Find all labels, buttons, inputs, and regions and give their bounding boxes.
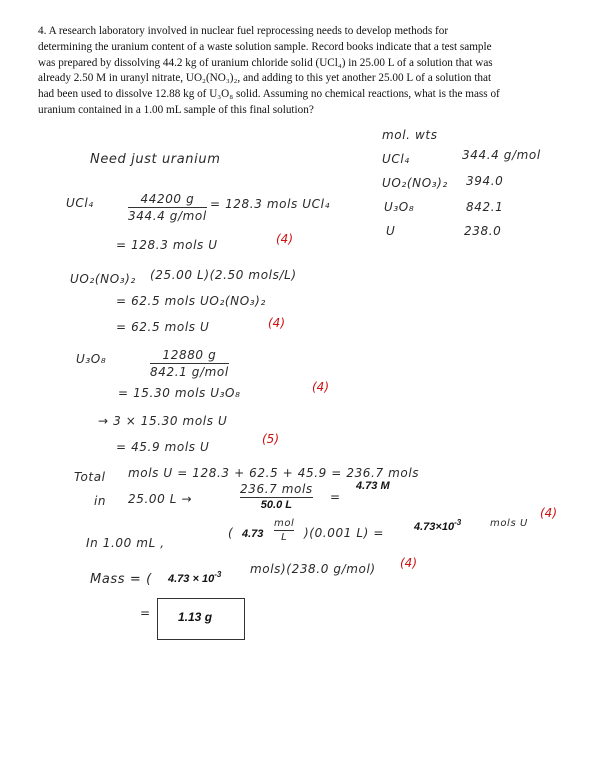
mol-wt-value: 842.1: [466, 200, 504, 214]
mass-exp: -3: [214, 570, 222, 579]
u3o8-den: 842.1 g/mol: [150, 365, 229, 379]
fraction-bar: [150, 363, 229, 364]
problem-line: uranium contained in a 1.00 mL sample of this final solution?: [38, 103, 314, 116]
total-label: Total: [74, 470, 106, 484]
final-answer: 1.13 g: [178, 610, 213, 624]
ml-unit-num: mol: [274, 518, 295, 529]
ml-calc-open: (: [228, 526, 234, 540]
conc-fraction: [240, 482, 313, 511]
u3o8-u: = 45.9 mols U: [116, 440, 210, 454]
conc-equals: =: [330, 490, 341, 504]
ucl-result: = 128.3 mols UCl₄: [210, 197, 330, 211]
mass-base: 4.73 × 10: [168, 573, 215, 585]
conc-value: 4.73 M: [356, 480, 390, 492]
problem-line: determining the uranium content of a waste solution sample. Record books indicate that a test sample: [38, 40, 492, 53]
ml-result-base: 4.73×10: [414, 521, 455, 533]
uo2-u: = 62.5 mols U: [116, 320, 210, 334]
u3o8-points: (4): [312, 380, 329, 394]
fraction-bar: [240, 497, 313, 498]
mol-wt-value: 238.0: [464, 224, 502, 238]
conc-num: 236.7 mols: [240, 482, 313, 496]
mass-mid: mols)(238.0 g/mol): [250, 562, 376, 576]
ucl-label: UCl₄: [66, 196, 94, 210]
answer-box: [157, 598, 245, 640]
ucl-u: = 128.3 mols U: [116, 238, 218, 252]
mol-wt-value: 394.0: [466, 174, 504, 188]
ucl-points: (4): [276, 232, 293, 246]
mol-wt-formula: U₃O₈: [384, 200, 415, 214]
ml-result-exp: -3: [454, 518, 462, 527]
ml-calc-result: [414, 518, 461, 533]
total-calc: mols U = 128.3 + 62.5 + 45.9 = 236.7 mols: [128, 466, 420, 480]
ml-calc-a: 4.73: [242, 528, 264, 540]
u3o8-u-points: (5): [262, 432, 279, 446]
in-label: in: [94, 494, 107, 508]
ml-unit-fraction: [274, 518, 294, 543]
ucl-fraction: [128, 192, 207, 223]
uo2-points: (4): [268, 316, 285, 330]
fraction-bar: [274, 530, 294, 531]
uo2-label: UO₂(NO₃)₂: [70, 272, 136, 286]
ucl-num: 44200 g: [140, 192, 195, 206]
answer-equals: =: [140, 606, 151, 620]
mass-points: (4): [400, 556, 417, 570]
u3o8-num: 12880 g: [162, 348, 217, 362]
ml-points: (4): [540, 506, 557, 520]
mol-wt-value: 344.4 g/mol: [462, 148, 541, 162]
problem-line: had been used to dissolve 12.88 kg of U₃O₈ solid. Assuming no chemical reactions, what is the mass of: [38, 88, 500, 101]
u3o8-fraction: [150, 348, 229, 379]
in-volume: 25.00 L →: [128, 492, 193, 506]
ml-calc-unit: mols U: [490, 518, 528, 529]
problem-line: 4. A research laboratory involved in nuclear fuel reprocessing needs to develop methods for: [38, 25, 449, 37]
in-ml-label: In 1.00 mL ,: [86, 536, 165, 550]
ucl-den: 344.4 g/mol: [128, 209, 207, 223]
ml-calc-b: )(0.001 L) =: [304, 526, 384, 540]
fraction-bar: [128, 207, 207, 208]
conc-den: 50.0 L: [260, 499, 292, 511]
mol-wt-formula: U: [386, 224, 396, 238]
mol-wts-header: mol. wts: [382, 128, 438, 142]
problem-line: already 2.50 M in uranyl nitrate, UO₂(NO₃)₂, and adding to this yet another 25.00 L of a solution that: [38, 72, 492, 85]
u3o8-label: U₃O₈: [76, 352, 107, 366]
problem-line: was prepared by dissolving 44.2 kg of uranium chloride solid (UCl₄) in 25.00 L of a solution that was: [38, 56, 493, 69]
uo2-calc: (25.00 L)(2.50 mols/L): [150, 268, 297, 282]
ml-unit-den: L: [281, 532, 288, 543]
problem-statement: [38, 24, 568, 119]
need-heading: Need just uranium: [90, 152, 221, 167]
mol-wt-formula: UO₂(NO₃)₂: [382, 176, 448, 190]
uo2-result: = 62.5 mols UO₂(NO₃)₂: [116, 294, 266, 308]
mol-wt-formula: UCl₄: [382, 152, 410, 166]
mass-label: Mass = (: [90, 572, 152, 587]
u3o8-result: = 15.30 mols U₃O₈: [118, 386, 241, 400]
mass-value: [168, 570, 221, 585]
u3o8-mult: → 3 × 15.30 mols U: [98, 414, 228, 428]
